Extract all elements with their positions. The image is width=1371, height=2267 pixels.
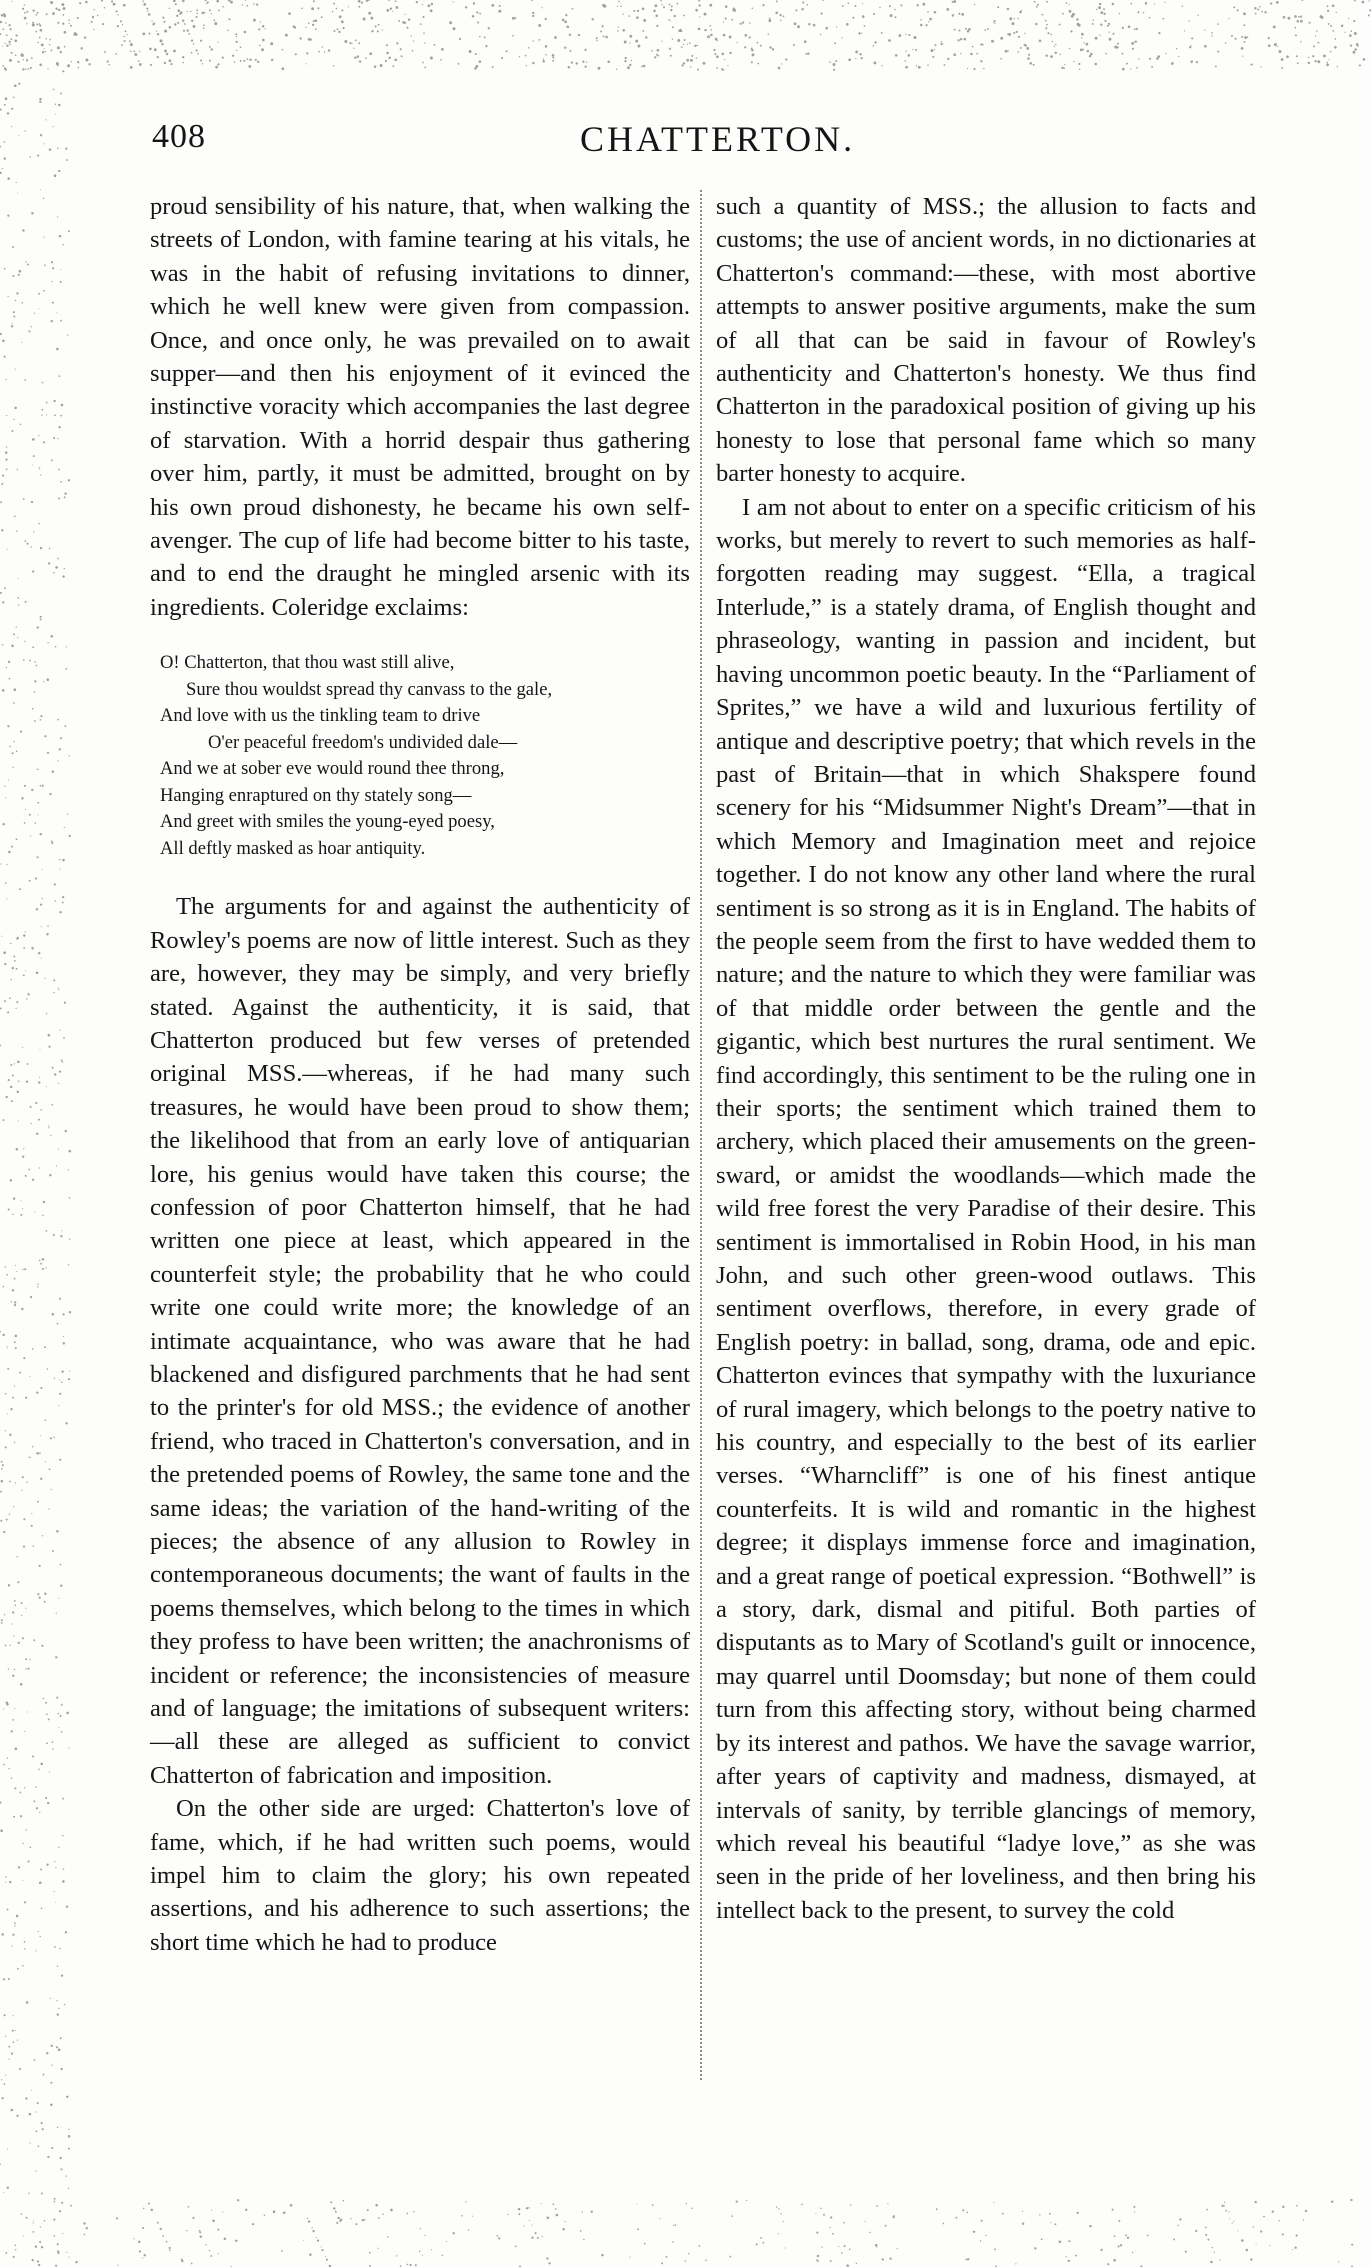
right-paragraph-2: I am not about to enter on a specific criticism of his works, but merely to revert to such memories as half-forgotten reading may suggest. “Ella, a tragical Interlude,” is a stately drama, of English thought and phraseology, wanting in passion and incident, but having uncommon poetic beauty. In the “Parliament of Sprites,” we have a wild and luxurious fertility of antique and descriptive poetry; that which revels in the past of Britain—that in which Shakspere found scenery for his “Midsummer Night's Dream”—that in which Memory and Imagination meet and rejoice together. I do not know any other land where the rural sentiment is so strong as it is in England. The habits of the people seem from the first to have wedded them to nature; and the nature to which they were familiar was of that middle order between the gentle and the gigantic, which best nurtures the rural sentiment. We find accordingly, this sentiment to be the ruling one in their sports; the sentiment which trained them to archery, which placed their amusements on the green-sward, or amidst the woodlands—which made the wild free forest the very Paradise of their desire. This sentiment is immortalised in Robin Hood, in his man John, and such other green-wood outlaws. This sentiment overflows, therefore, in every grade of English poetry: in ballad, song, drama, ode and epic. Chatterton evinces that sympathy with the luxuriance of rural imagery, which belongs to the poetry native to his country, and especially to the best of its earlier verses. “Wharncliff” is one of his finest antique counterfeits. It is wild and romantic in the highest degree; it displays immense force and imagination, and a great range of poetical expression. “Bothwell” is a story, dark, dismal and pitiful. Both parties of disputants as to Mary of Scotland's guilt or innocence, may quarrel until Doomsday; but none of them could turn from this affecting story, without being charmed by its interest and pathos. We have the savage warrior, after years of captivity and madness, dismayed, at intervals of sanity, by terrible glancings of memory, which reveal his beautiful “ladye love,” as she was seen in the pride of her loveliness, and then bring his intellect back to the present, to survey the cold (716, 493, 1256, 1924)
poem-line: And love with us the tinkling team to drive (160, 705, 481, 727)
poem-line: All deftly masked as hoar antiquity. (160, 837, 426, 859)
left-column (150, 190, 690, 1959)
poem-line: O! Chatterton, that thou wast still alive, (160, 652, 455, 674)
poem-line: Hanging enraptured on thy stately song— (160, 784, 472, 806)
coleridge-poem (160, 650, 690, 862)
right-paragraph-1: such a quantity of MSS.; the allusion to facts and customs; the use of ancient words, in no dictionaries at Chatterton's command:—these, with most abortive attempts to answer positive arguments, make the sum of all that can be said in favour of Rowley's authenticity and Chatterton's honesty. We thus find Chatterton in the paradoxical position of giving up his honesty to lose that personal fame which so many barter honesty to acquire. (716, 193, 1256, 488)
poem-line: Sure thou wouldst spread thy canvass to the gale, (186, 678, 553, 700)
page-number: 408 (152, 118, 206, 155)
poem-line: And we at sober eve would round thee throng, (160, 758, 505, 780)
running-head: CHATTERTON. (580, 119, 856, 159)
poem-line: O'er peaceful freedom's undivided dale— (208, 731, 518, 753)
column-divider (700, 190, 702, 2080)
right-column (716, 190, 1256, 1927)
page-header (140, 112, 1260, 164)
poem-line: And greet with smiles the young-eyed poesy, (160, 811, 495, 833)
left-paragraph-1: proud sensibility of his nature, that, when walking the streets of London, with famine tearing at his vitals, he was in the habit of refusing invitations to dinner, which he well knew were given from compassion. Once, and once only, he was prevailed on to await supper—and then his enjoyment of it evinced the instinctive voracity which accompanies the last degree of starvation. With a horrid despair thus gathering over him, partly, it must be admitted, brought on by his own proud dishonesty, he became his own self-avenger. The cup of life had become bitter to his taste, and to end the draught he mingled arsenic with its ingredients. Coleridge exclaims: (150, 193, 690, 621)
left-paragraph-3: On the other side are urged: Chatterton's love of fame, which, if he had written such poems, would impel him to claim the glory; his own repeated assertions, and his adherence to such assertions; the short time which he had to produce (150, 1795, 690, 1956)
left-paragraph-2: The arguments for and against the authenticity of Rowley's poems are now of little interest. Such as they are, however, they may be simply, and very briefly stated. Against the authenticity, it is said, that Chatterton produced but few verses of pretended original MSS.—whereas, if he had many such treasures, he would have been proud to show them; the likelihood that from an early love of antiquarian lore, his genius would have taken this course; the confession of poor Chatterton himself, that he had written one piece at least, which appeared in the counterfeit style; the probability that he who could write one could write more; the knowledge of an intimate acquaintance, who was aware that he had blackened and disfigured parchments that he had sent to the printer's for old MSS.; the evidence of another friend, who traced in Chatterton's conversation, and in the pretended poems of Rowley, the same tone and the same ideas; the variation of the hand-writing of the pieces; the absence of any allusion to Rowley in contemporaneous documents; the want of faults in the poems themselves, which belong to the times in which they profess to have been written; the anachronisms of incident or reference; the inconsistencies of measure and of language; the imitations of subsequent writers:—all these are alleged as sufficient to convict Chatterton of fabrication and imposition. (150, 893, 690, 1789)
